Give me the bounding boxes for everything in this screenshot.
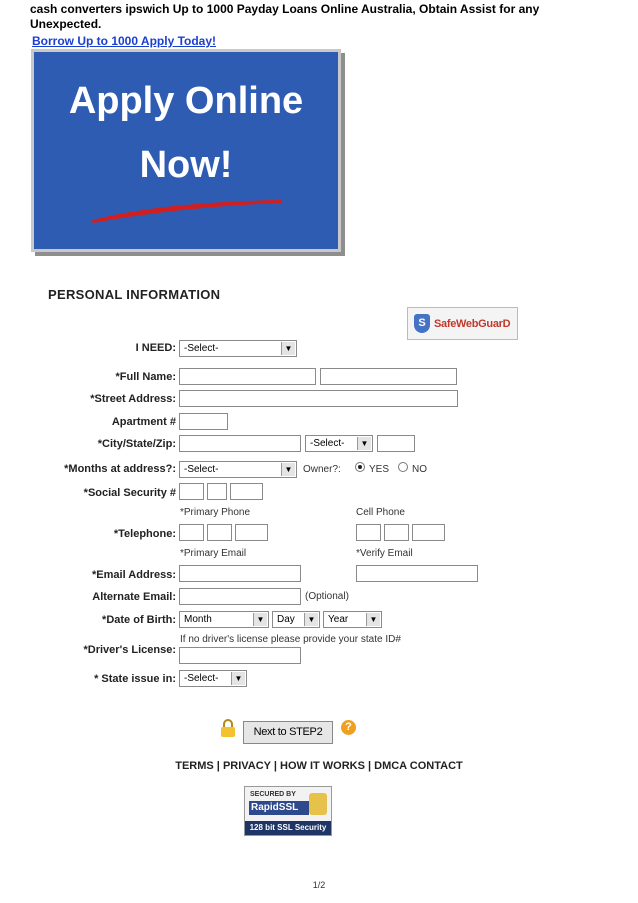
banner-line2: Now! — [139, 144, 233, 186]
help-icon[interactable]: ? — [341, 720, 356, 735]
apartment-input[interactable] — [179, 413, 228, 430]
ssl-secured-by: SECURED BY — [250, 791, 296, 798]
owner-label: Owner?: — [303, 464, 341, 475]
ssn-part1-input[interactable] — [179, 483, 204, 500]
license-input[interactable] — [179, 647, 301, 664]
document-title: cash converters ipswich Up to 1000 Payday Loans Online Australia, Obtain Assist for any Unexpected. — [30, 2, 540, 31]
alt-email-label: Alternate Email: — [92, 591, 176, 603]
verify-email-input[interactable] — [356, 565, 478, 582]
state-issue-select[interactable] — [179, 670, 247, 687]
ssl-brand: RapidSSL — [249, 801, 309, 815]
ssn-part3-input[interactable] — [230, 483, 263, 500]
email-input[interactable] — [179, 565, 301, 582]
chevron-down-icon: ▼ — [281, 463, 295, 476]
safewebguard-badge — [407, 307, 518, 340]
city-label: *City/State/Zip: — [97, 438, 176, 450]
apply-banner[interactable] — [31, 49, 341, 252]
months-label: *Months at address?: — [64, 463, 176, 475]
badge-text: SafeWebGuarD — [434, 317, 511, 330]
chevron-down-icon: ▼ — [231, 672, 245, 685]
street-input[interactable] — [179, 390, 458, 407]
primary-phone-label: *Primary Phone — [180, 507, 251, 518]
chevron-down-icon: ▼ — [366, 613, 380, 626]
phone-line-input[interactable] — [235, 524, 268, 541]
phone-prefix-input[interactable] — [207, 524, 232, 541]
chevron-down-icon: ▼ — [253, 613, 267, 626]
need-label: I NEED: — [135, 342, 176, 354]
apply-link[interactable]: Borrow Up to 1000 Apply Today! — [32, 34, 217, 48]
full-name-label: *Full Name: — [115, 371, 176, 383]
zip-input[interactable] — [377, 435, 415, 452]
banner-line1: Apply Online — [68, 80, 304, 122]
state-select-value: -Select- — [310, 438, 345, 449]
red-swoosh-graphic — [86, 197, 286, 227]
state-select[interactable] — [305, 435, 373, 452]
license-note: If no driver's license please provide your state ID# — [180, 634, 401, 645]
footer-links[interactable]: TERMS | PRIVACY | HOW IT WORKS | DMCA CONTACT — [175, 760, 463, 772]
dob-label: *Date of Birth: — [102, 614, 176, 626]
state-issue-value: -Select- — [184, 673, 219, 684]
owner-yes-radio[interactable] — [355, 462, 365, 472]
dob-month-value: Month — [184, 614, 212, 625]
street-label: *Street Address: — [90, 393, 176, 405]
shield-icon: S — [414, 314, 430, 333]
owner-no-label: NO — [412, 464, 427, 475]
city-input[interactable] — [179, 435, 301, 452]
rapidssl-badge — [244, 786, 332, 836]
license-label: *Driver's License: — [83, 644, 176, 656]
phone-area-input[interactable] — [179, 524, 204, 541]
section-title: PERSONAL INFORMATION — [48, 287, 221, 302]
cell-area-input[interactable] — [356, 524, 381, 541]
verify-email-label: *Verify Email — [356, 548, 413, 559]
owner-yes-label: YES — [369, 464, 390, 475]
chevron-down-icon: ▼ — [357, 437, 371, 450]
padlock-icon — [309, 793, 327, 815]
state-issue-label: * State issue in: — [94, 673, 176, 685]
ssl-strength: 128 bit SSL Security — [245, 821, 331, 835]
dob-year-select[interactable] — [323, 611, 382, 628]
first-name-input[interactable] — [179, 368, 316, 385]
cell-phone-label: Cell Phone — [356, 507, 405, 518]
ssn-label: *Social Security # — [83, 487, 176, 499]
email-label: *Email Address: — [92, 569, 176, 581]
next-step-button[interactable]: Next to STEP2 — [243, 721, 333, 744]
owner-no-radio[interactable] — [398, 462, 408, 472]
chevron-down-icon: ▼ — [281, 342, 295, 355]
chevron-down-icon: ▼ — [304, 613, 318, 626]
dob-month-select[interactable] — [179, 611, 269, 628]
dob-day-select[interactable] — [272, 611, 320, 628]
apartment-label: Apartment # — [111, 416, 176, 428]
page-number: 1/2 — [312, 880, 326, 890]
months-select-value: -Select- — [184, 464, 219, 475]
cell-line-input[interactable] — [412, 524, 445, 541]
months-select[interactable] — [179, 461, 297, 478]
last-name-input[interactable] — [320, 368, 457, 385]
telephone-label: *Telephone: — [113, 528, 176, 540]
dob-year-value: Year — [328, 614, 349, 625]
alt-email-input[interactable] — [179, 588, 301, 605]
ssn-part2-input[interactable] — [207, 483, 227, 500]
cell-prefix-input[interactable] — [384, 524, 409, 541]
lock-icon — [220, 719, 236, 737]
need-select-value: -Select- — [184, 343, 219, 354]
dob-day-value: Day — [277, 614, 295, 625]
primary-email-label: *Primary Email — [180, 548, 247, 559]
optional-note: (Optional) — [305, 591, 349, 602]
need-select[interactable] — [179, 340, 297, 357]
